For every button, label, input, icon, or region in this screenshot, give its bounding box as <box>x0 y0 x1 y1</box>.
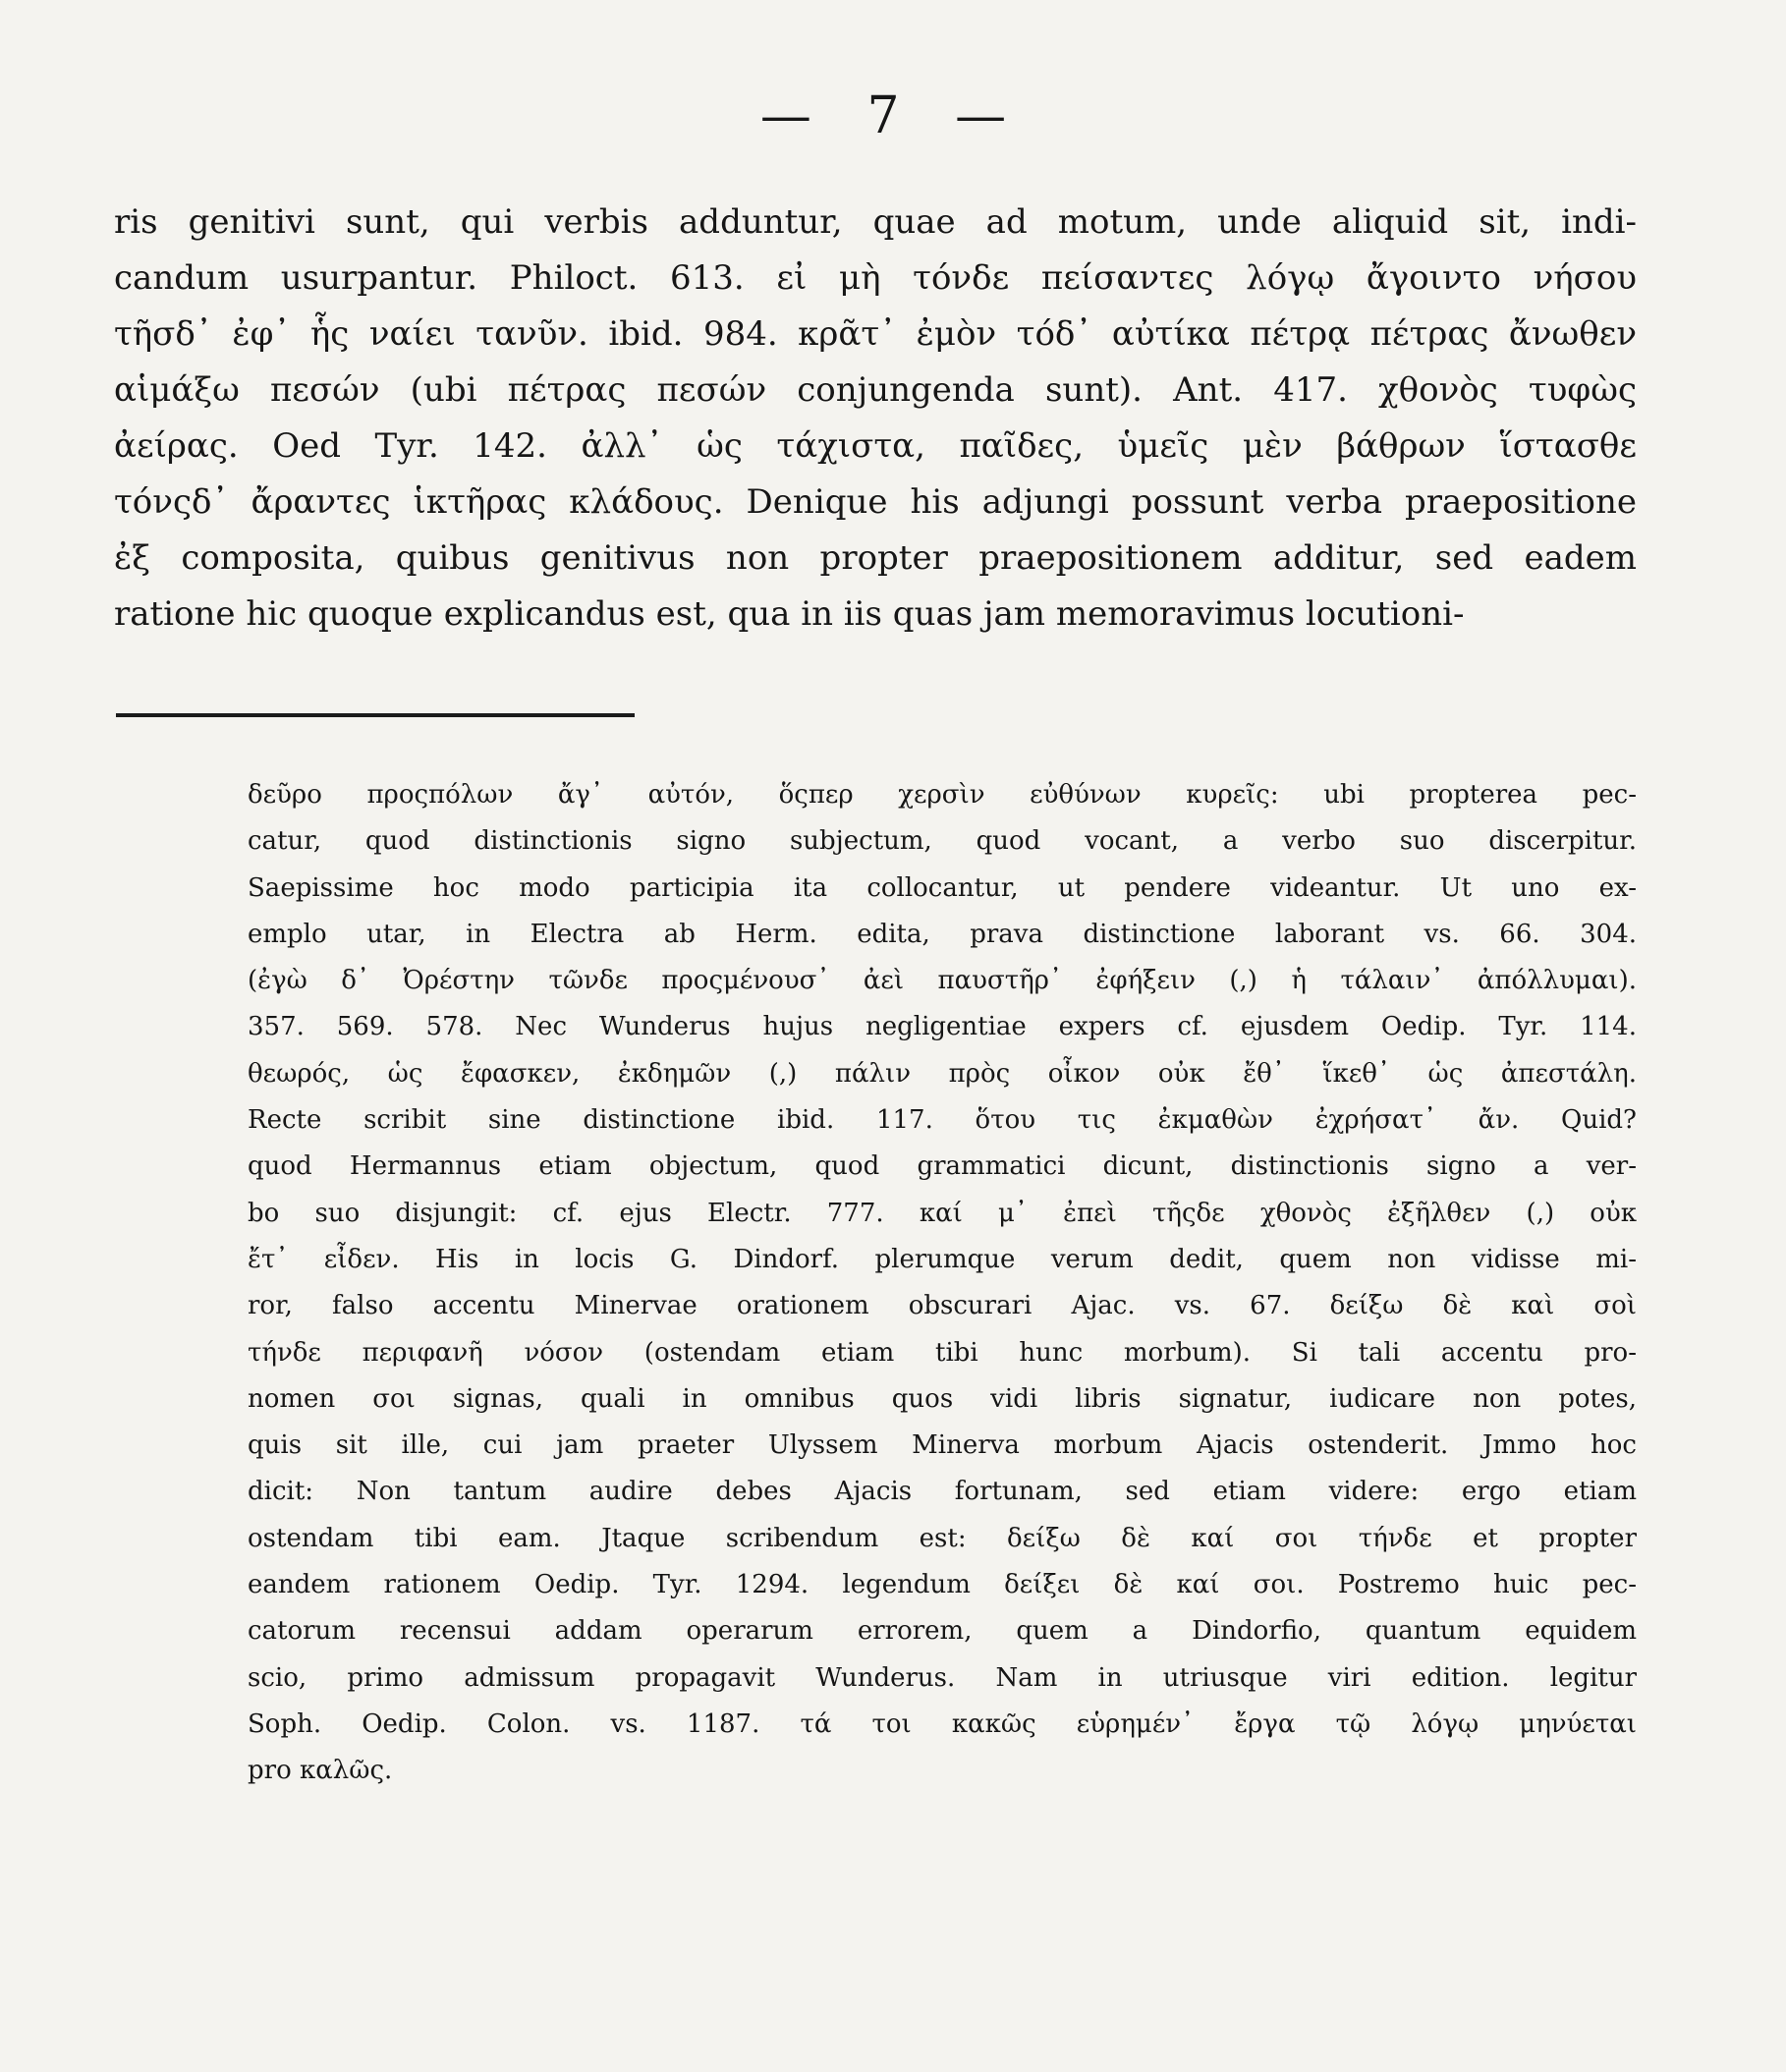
footnote-block <box>248 772 1637 1971</box>
footnote-line: emplo utar, in Electra ab Herm. edita, prava distinctione laborant vs. 66. 304. <box>248 919 1637 949</box>
main-text-line: ἐξ composita, quibus genitivus non propter praepositionem additur, sed eadem <box>114 538 1637 578</box>
footnote-line: Recte scribit sine distinctione ibid. 117. ὅτου τις ἐκμαθὼν ἐχρήσατ᾽ ἄν. Quid? <box>248 1105 1637 1136</box>
footnote-line: catur, quod distinctionis signo subjectum, quod vocant, a verbo suo discerpitur. <box>248 826 1637 857</box>
footnote-separator-rule <box>116 713 635 717</box>
footnote-line: eandem rationem Oedip. Tyr. 1294. legendum δείξει δὲ καί σοι. Postremo huic pec- <box>248 1570 1637 1600</box>
main-text-line: ἀείρας. Oed Tyr. 142. ἀλλ᾽ ὡς τάχιστα, παῖδες, ὑμεῖς μὲν βάθρων ἵστασθε <box>114 426 1637 466</box>
page-number: — 7 — <box>759 86 1027 145</box>
footnote-line: bo suo disjungit: cf. ejus Electr. 777. καί μ᾽ ἐπεὶ τῆςδε χθονὸς ἐξῆλθεν (,) οὐκ <box>248 1198 1637 1228</box>
main-text-block <box>114 195 1637 646</box>
footnote-line: pro καλῶς. <box>248 1756 393 1786</box>
footnote-line: scio, primo admissum propagavit Wunderus. Nam in utriusque viri edition. legitur <box>248 1662 1637 1693</box>
footnote-line: τήνδε περιφανῆ νόσον (ostendam etiam tibi hunc morbum). Si tali accentu pro- <box>248 1337 1637 1368</box>
footnote-line: (ἐγὼ δ᾽ Ὀρέστην τῶνδε προςμένουσ᾽ ἀεὶ παυστῆρ᾽ ἐφήξειν (,) ἡ τάλαιν᾽ ἀπόλλυμαι). <box>248 966 1637 996</box>
footnote-line: quis sit ille, cui jam praeter Ulyssem Minerva morbum Ajacis ostenderit. Jmmo hoc <box>248 1430 1637 1461</box>
footnote-line: δεῦρο προςπόλων ἄγ᾽ αὐτόν, ὅςπερ χερσὶν εὐθύνων κυρεῖς: ubi propterea pec- <box>248 780 1637 810</box>
footnote-line: quod Hermannus etiam objectum, quod grammatici dicunt, distinctionis signo a ver- <box>248 1151 1637 1182</box>
main-text-line: τῆσδ᾽ ἐφ᾽ ἧς ναίει τανῦν. ibid. 984. κρᾶτ᾽ ἐμὸν τόδ᾽ αὐτίκα πέτρᾳ πέτρας ἄνωθεν <box>114 314 1637 354</box>
footnote-line: ἔτ᾽ εἶδεν. His in locis G. Dindorf. plerumque verum dedit, quem non vidisse mi- <box>248 1244 1637 1274</box>
footnote-line: θεωρός, ὡς ἔφασκεν, ἐκδημῶν (,) πάλιν πρὸς οἶκον οὐκ ἔθ᾽ ἵκεθ᾽ ὡς ἀπεστάλη. <box>248 1058 1637 1089</box>
main-text-line: ris genitivi sunt, qui verbis adduntur, quae ad motum, unde aliquid sit, indi- <box>114 202 1637 242</box>
footnote-line: 357. 569. 578. Nec Wunderus hujus negligentiae expers cf. ejusdem Oedip. Tyr. 114. <box>248 1012 1637 1042</box>
main-text-line: candum usurpantur. Philoct. 613. εἰ μὴ τόνδε πείσαντες λόγῳ ἄγοιντο νήσου <box>114 258 1637 298</box>
main-text-line: τόνςδ᾽ ἄραντες ἱκτῆρας κλάδους. Denique his adjungi possunt verba praepositione <box>114 482 1637 522</box>
main-text-line: ratione hic quoque explicandus est, qua in iis quas jam memoravimus locutioni- <box>114 594 1465 634</box>
footnote-line: ror, falso accentu Minervae orationem obscurari Ajac. vs. 67. δείξω δὲ καὶ σοὶ <box>248 1291 1637 1321</box>
footnote-line: Soph. Oedip. Colon. vs. 1187. τά τοι κακῶς εὑρημέν᾽ ἔργα τῷ λόγῳ μηνύεται <box>248 1708 1637 1739</box>
footnote-line: Saepissime hoc modo participia ita collocantur, ut pendere videantur. Ut uno ex- <box>248 872 1637 903</box>
footnote-line: nomen σοι signas, quali in omnibus quos vidi libris signatur, iudicare non potes, <box>248 1383 1637 1414</box>
main-text-line: αἱμάξω πεσών (ubi πέτρας πεσών conjungenda sunt). Ant. 417. χθονὸς τυφὼς <box>114 370 1637 410</box>
footnote-line: ostendam tibi eam. Jtaque scribendum est: δείξω δὲ καί σοι τήνδε et propter <box>248 1523 1637 1553</box>
footnote-line: dicit: Non tantum audire debes Ajacis fortunam, sed etiam videre: ergo etiam <box>248 1477 1637 1507</box>
footnote-line: catorum recensui addam operarum errorem, quem a Dindorfio, quantum equidem <box>248 1616 1637 1647</box>
